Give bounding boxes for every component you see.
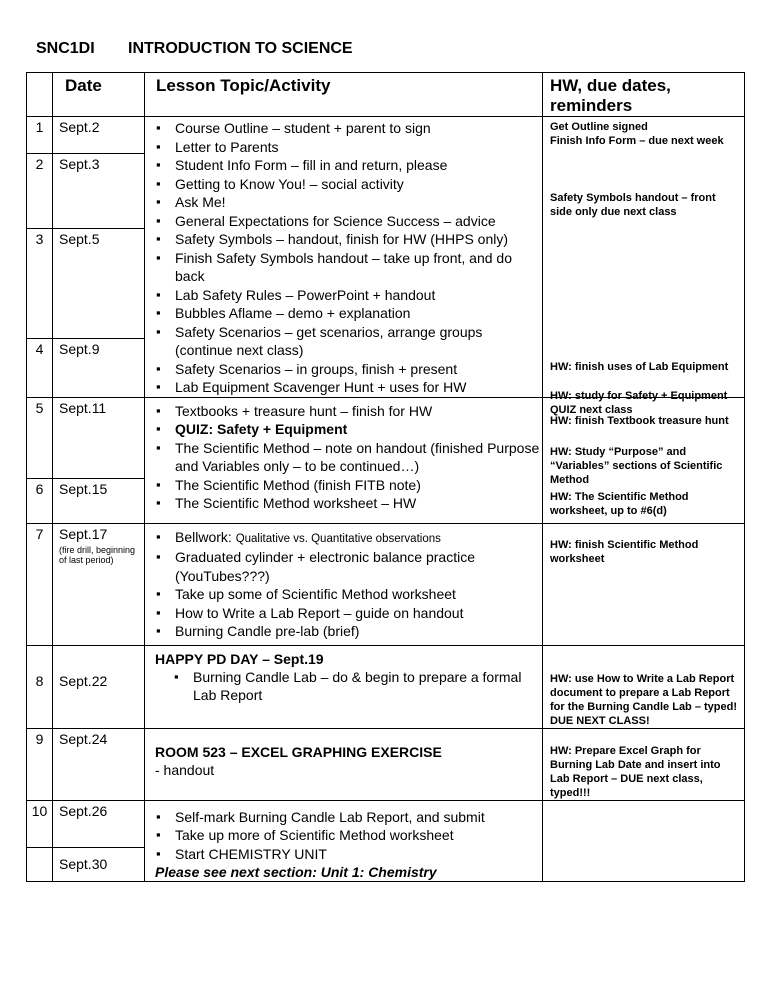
lesson-number: 10 bbox=[27, 800, 53, 848]
hw-item: Safety Symbols handout – front side only due next class bbox=[550, 192, 716, 218]
activity-item: ▪ The Scientific Method – note on handout (finished Purpose and Variables only – to be continued…) bbox=[155, 439, 542, 476]
activity-item: ▪ Finish Safety Symbols handout – take up front, and do back bbox=[155, 249, 542, 286]
lesson-date-cell bbox=[53, 645, 145, 728]
lesson-number bbox=[27, 645, 53, 728]
table-row bbox=[27, 117, 745, 154]
course-title: INTRODUCTION TO SCIENCE bbox=[128, 40, 353, 57]
activity-item: ▪ Bubbles Aflame – demo + explanation bbox=[155, 304, 542, 323]
activities-cell bbox=[145, 523, 543, 645]
activity-item: ▪ Take up more of Scientific Method worksheet bbox=[155, 826, 542, 845]
lesson-date-cell bbox=[53, 523, 145, 645]
hw-item: HW: finish Textbook treasure hunt bbox=[550, 414, 729, 427]
num-header bbox=[27, 73, 53, 117]
activity-item: ▪ Lab Safety Rules – PowerPoint + handout bbox=[155, 286, 542, 305]
hw-header: HW, due dates, reminders bbox=[543, 73, 745, 117]
lesson-date: Sept.5 bbox=[53, 228, 145, 338]
activity-item: ▪ How to Write a Lab Report – guide on handout bbox=[155, 604, 542, 623]
lesson-number: 7 bbox=[27, 523, 53, 645]
activity-item: ▪ General Expectations for Science Success – advice bbox=[155, 212, 542, 231]
lesson-date: Sept.2 bbox=[53, 117, 145, 154]
hw-cell bbox=[543, 397, 745, 523]
hw-item: HW: use How to Write a Lab Report document to prepare a Lab Report for the Burning Candle Lab – typed! DUE NEXT CLASS! bbox=[550, 672, 738, 727]
activity-item: ▪ Letter to Parents bbox=[155, 138, 542, 157]
activities-cell bbox=[145, 397, 543, 523]
hw-item: HW: Study “Purpose” and “Variables” sections of Scientific Method bbox=[550, 445, 723, 486]
page-header bbox=[36, 40, 353, 58]
lesson-date: Sept.9 bbox=[53, 338, 145, 397]
pd-day-note: HAPPY PD DAY – Sept.19 bbox=[155, 650, 324, 667]
lesson-number: 6 bbox=[27, 478, 53, 523]
activities-cell bbox=[145, 645, 543, 728]
lesson-date: Sept.3 bbox=[53, 153, 145, 228]
table-row bbox=[27, 728, 745, 800]
activity-item: ▪ Self-mark Burning Candle Lab Report, and submit bbox=[155, 808, 542, 827]
activity-item: ▪ Graduated cylinder + electronic balance practice (YouTubes???) bbox=[155, 548, 542, 585]
lesson-date: Sept.24 bbox=[53, 728, 145, 800]
lesson-number: 2 bbox=[27, 153, 53, 228]
activity-item: ▪ The Scientific Method (finish FITB note) bbox=[155, 476, 542, 495]
activities-cell bbox=[145, 117, 543, 398]
lesson-number: 5 bbox=[27, 397, 53, 478]
activity-item: ▪ Safety Scenarios – get scenarios, arrange groups (continue next class) bbox=[155, 323, 542, 360]
activity-item: ▪ Burning Candle Lab – do & begin to prepare a formal Lab Report bbox=[173, 668, 542, 705]
lesson-number: 1 bbox=[27, 117, 53, 154]
activity-item: ▪ Safety Scenarios – in groups, finish + present bbox=[155, 360, 542, 379]
hw-cell bbox=[543, 523, 745, 645]
header-row bbox=[27, 73, 745, 117]
room-sub: - handout bbox=[155, 761, 215, 778]
lesson-date: Sept.15 bbox=[53, 478, 145, 523]
room-note: ROOM 523 – EXCEL GRAPHING EXERCISE bbox=[155, 743, 442, 760]
lesson-number: 3 bbox=[27, 228, 53, 338]
hw-cell bbox=[543, 800, 745, 882]
next-section-note: Please see next section: Unit 1: Chemistry bbox=[155, 864, 437, 880]
lesson-number: 4 bbox=[27, 338, 53, 397]
activities-cell bbox=[145, 800, 543, 882]
activity-item: ▪ Burning Candle pre-lab (brief) bbox=[155, 622, 542, 641]
lesson-number bbox=[27, 848, 53, 882]
hw-item: HW: The Scientific Method worksheet, up to #6(d) bbox=[550, 490, 689, 517]
activities-cell bbox=[145, 728, 543, 800]
lesson-date: Sept.11 bbox=[53, 397, 145, 478]
course-code: SNC1DI bbox=[36, 40, 95, 57]
lesson-number-text: 8 bbox=[35, 672, 44, 689]
bellwork-text: Qualitative vs. Quantitative observations bbox=[235, 532, 441, 545]
hw-item: Finish Info Form – due next week bbox=[550, 135, 724, 147]
table-row bbox=[27, 397, 745, 478]
date-note: (fire drill, beginning of last period) bbox=[59, 544, 136, 565]
activity-item: ▪ Student Info Form – fill in and return, please bbox=[155, 156, 542, 175]
hw-cell bbox=[543, 728, 745, 800]
topic-header: Lesson Topic/Activity bbox=[145, 73, 543, 117]
hw-item: HW: finish Scientific Method worksheet bbox=[550, 538, 699, 565]
hw-item: HW: study for Safety + Equipment QUIZ next class bbox=[550, 390, 728, 416]
lesson-number: 9 bbox=[27, 728, 53, 800]
activity-item: ▪ Textbooks + treasure hunt – finish for HW bbox=[155, 402, 542, 421]
activity-item bbox=[155, 528, 542, 549]
date-header: Date bbox=[53, 73, 145, 117]
activity-item: ▪ The Scientific Method worksheet – HW bbox=[155, 494, 542, 513]
hw-cell bbox=[543, 645, 745, 728]
hw-item: Get Outline signed bbox=[550, 121, 648, 133]
table-row bbox=[27, 800, 745, 848]
activity-item: ▪ Start CHEMISTRY UNIT bbox=[155, 845, 542, 864]
activity-item: ▪ Getting to Know You! – social activity bbox=[155, 175, 542, 194]
activity-item: ▪ Course Outline – student + parent to sign bbox=[155, 119, 542, 138]
activity-item: ▪ Lab Equipment Scavenger Hunt + uses for HW bbox=[155, 378, 542, 397]
lesson-date: Sept.30 bbox=[53, 848, 145, 882]
activity-item: ▪ QUIZ: Safety + Equipment bbox=[155, 420, 542, 439]
activity-item: ▪ Ask Me! bbox=[155, 193, 542, 212]
schedule-table bbox=[26, 72, 745, 882]
hw-item: HW: Prepare Excel Graph for Burning Lab Date and insert into Lab Report – DUE next class, typed!!! bbox=[550, 744, 721, 799]
activity-item: ▪ Take up some of Scientific Method worksheet bbox=[155, 585, 542, 604]
activity-item: ▪ Safety Symbols – handout, finish for HW (HHPS only) bbox=[155, 230, 542, 249]
hw-item: HW: finish uses of Lab Equipment bbox=[550, 361, 729, 373]
hw-cell bbox=[543, 117, 745, 416]
lesson-date: Sept.17 bbox=[59, 525, 108, 542]
table-row bbox=[27, 645, 745, 728]
table-row bbox=[27, 523, 745, 645]
lesson-date: Sept.26 bbox=[53, 800, 145, 848]
lesson-date: Sept.22 bbox=[59, 672, 108, 689]
bellwork-label: Bellwork: bbox=[175, 528, 232, 545]
